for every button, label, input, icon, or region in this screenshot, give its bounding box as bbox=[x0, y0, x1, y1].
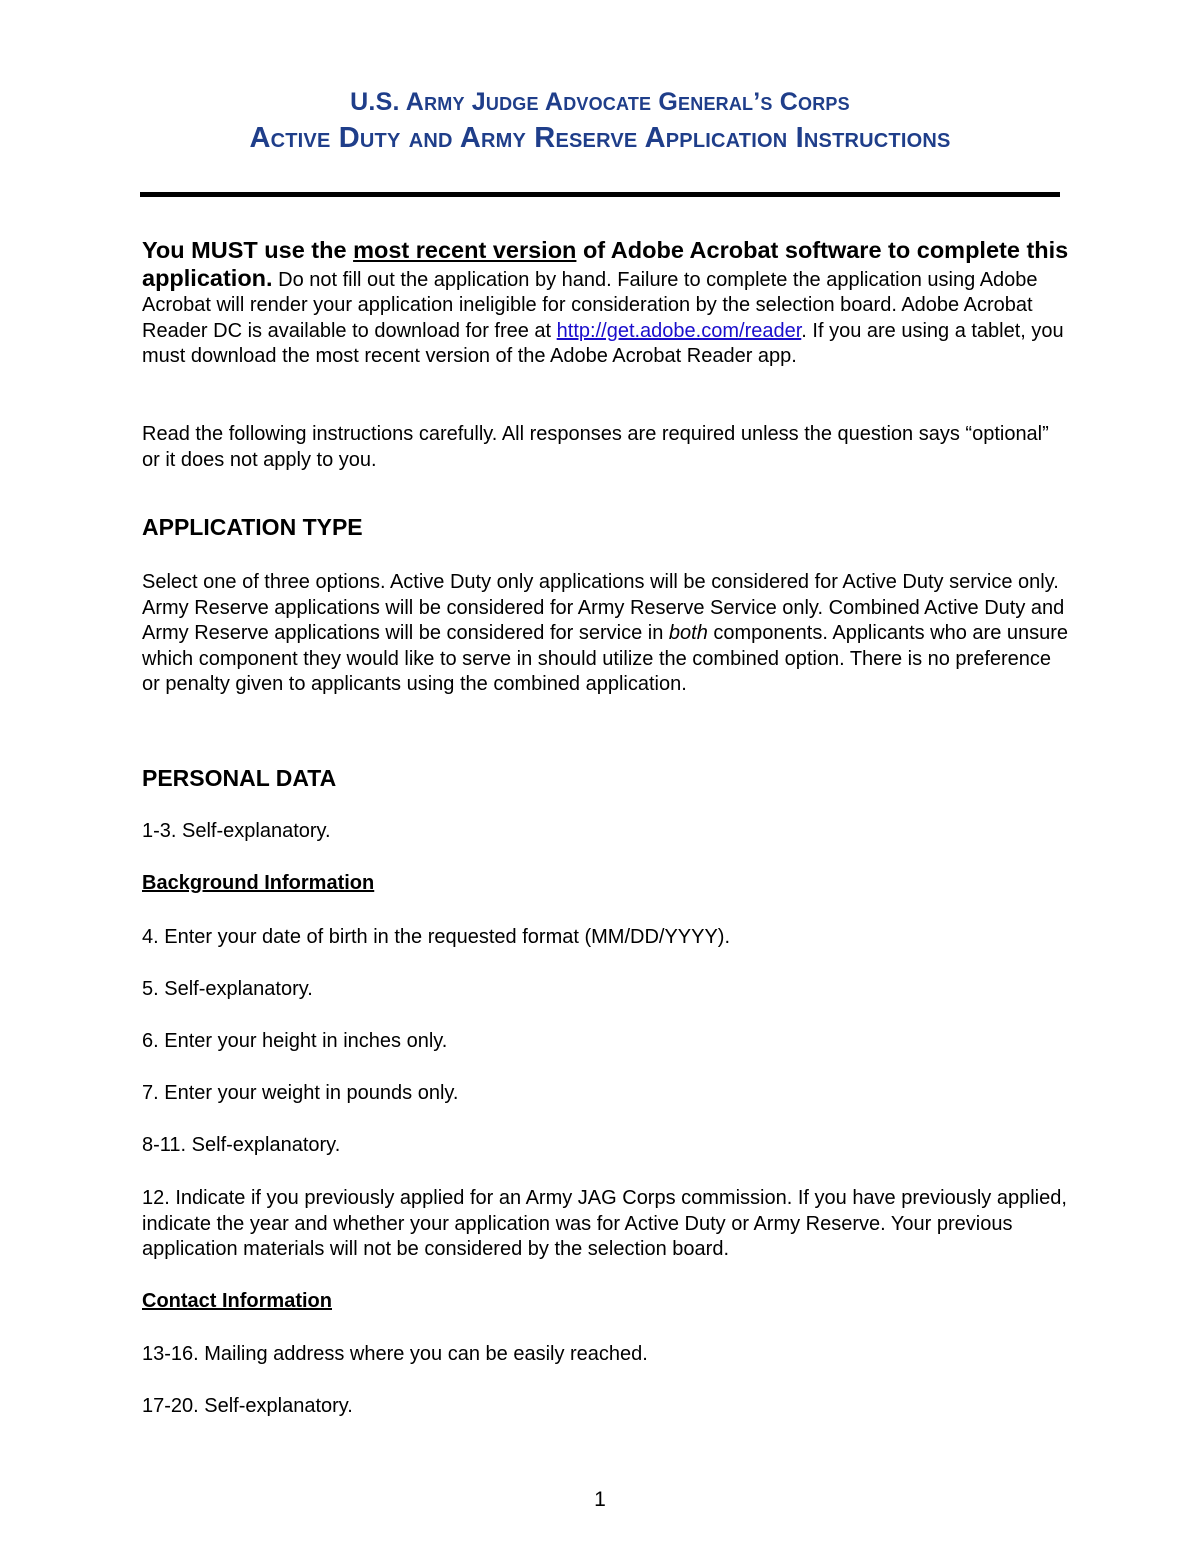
application-type-heading: APPLICATION TYPE bbox=[142, 514, 363, 540]
item-5: 5. Self-explanatory. bbox=[142, 978, 313, 1000]
item-13-16: 13-16. Mailing address where you can be easily reached. bbox=[142, 1343, 648, 1365]
personal-data-heading: PERSONAL DATA bbox=[142, 765, 337, 791]
intro-body-part1: Do not fill out the application by hand. Failure to complete the application using Adobe Acrobat will render your application ineligible for consideration by the selection board. Adobe Acrobat Reader DC is available to download for free at bbox=[142, 268, 1038, 342]
header-agency: U.S. Army Judge Advocate General’s Corps bbox=[350, 88, 850, 116]
intro-lead-part1: You MUST use the bbox=[142, 237, 354, 263]
background-information-heading: Background Information bbox=[142, 872, 375, 894]
adobe-reader-link[interactable]: http://get.adobe.com/reader bbox=[556, 319, 802, 342]
intro-lead-part2: of Adobe Acrobat software to complete this application. bbox=[142, 237, 1069, 291]
item-7: 7. Enter your weight in pounds only. bbox=[142, 1082, 459, 1104]
contact-information-heading: Contact Information bbox=[142, 1290, 332, 1312]
item-4: 4. Enter your date of birth in the requested format (MM/DD/YYYY). bbox=[142, 926, 731, 948]
application-type-text-part2: components. Applicants who are unsure which component they would like to serve in should utilize the combined option. There is no preference or penalty given to applicants using the combined application. bbox=[142, 622, 1069, 695]
item-1-3: 1-3. Self-explanatory. bbox=[142, 820, 331, 842]
intro-lead-underlined: most recent version bbox=[353, 237, 577, 263]
item-8-11: 8-11. Self-explanatory. bbox=[142, 1134, 341, 1156]
item-6: 6. Enter your height in inches only. bbox=[142, 1030, 448, 1052]
read-instructions-paragraph: Read the following instructions carefully. All responses are required unless the question says “optional” or it does not apply to you. bbox=[142, 423, 1049, 471]
page-number: 1 bbox=[594, 1488, 606, 1511]
intro-paragraph bbox=[142, 238, 1072, 370]
intro-body-part2: . If you are using a tablet, you must download the most recent version of the Adobe Acrobat Reader app. bbox=[142, 319, 1064, 367]
application-type-text-part1: Select one of three options. Active Duty only applications will be considered for Active Duty service only. Army Reserve applications will be considered for Army Reserve Service only. Combined Active Duty and Army Reserve applications will be considered for service in bbox=[142, 571, 1065, 644]
item-12: 12. Indicate if you previously applied for an Army JAG Corps commission. If you have previously applied, indicate the year and whether your application was for Active Duty or Army Reserve. Your previous application materials will not be considered by the selection board. bbox=[142, 1187, 1067, 1260]
item-17-20: 17-20. Self-explanatory. bbox=[142, 1395, 353, 1417]
application-type-emphasis: both bbox=[668, 622, 708, 644]
header-divider bbox=[140, 192, 1060, 197]
application-type-paragraph bbox=[142, 570, 1072, 698]
document-title: Active Duty and Army Reserve Application Instructions bbox=[249, 122, 951, 154]
